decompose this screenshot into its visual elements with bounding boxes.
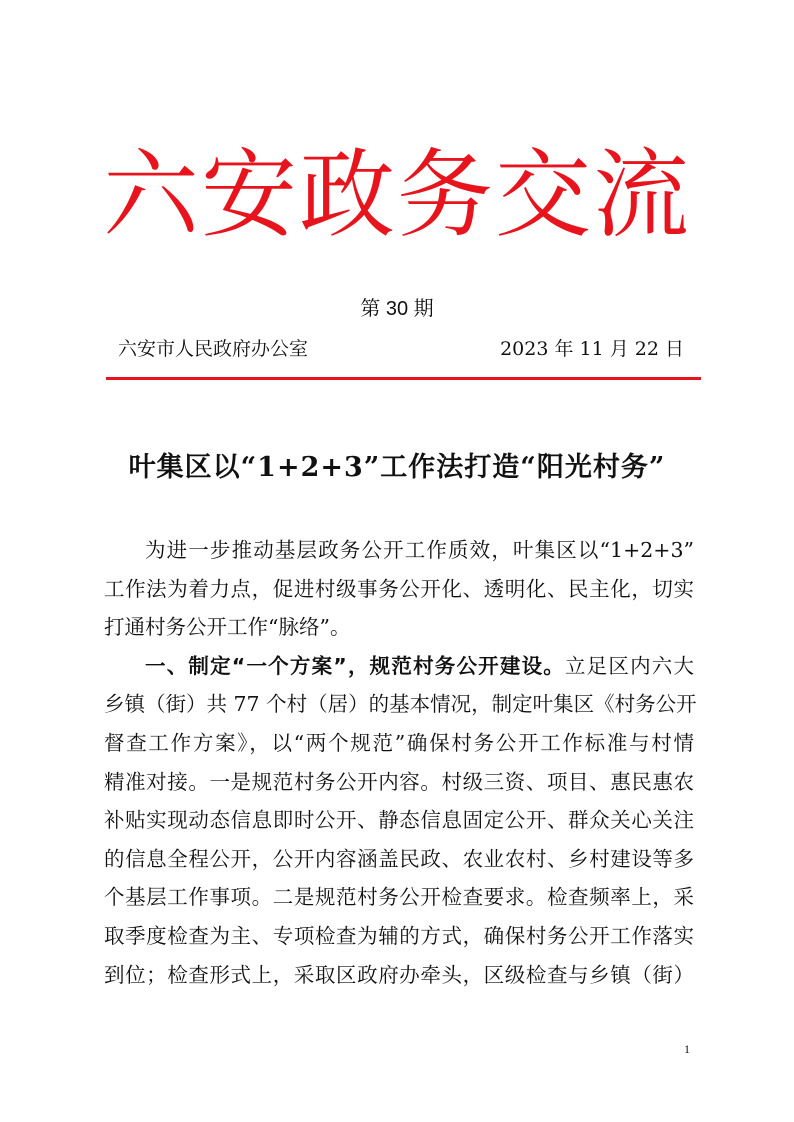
body-line xyxy=(104,763,694,802)
issue-date: 2023 年 11 月 22 日 xyxy=(500,338,684,360)
body-line xyxy=(104,647,694,686)
body-line-text: 到位；检查形式上，采取区政府办牵头，区级检查与乡镇（街） xyxy=(104,962,694,987)
body-line xyxy=(104,570,694,609)
body-line xyxy=(104,917,694,956)
body-line xyxy=(104,531,694,570)
article-headline: 叶集区以“1+2+3”工作法打造“阳光村务” xyxy=(128,452,666,483)
body-line xyxy=(104,956,694,995)
issue-number: 第 30 期 xyxy=(360,298,434,320)
body-line-text: 工作法为着力点，促进村级事务公开化、透明化、民主化，切实 xyxy=(104,576,694,601)
body-line-text: 打通村务公开工作“脉络”。 xyxy=(104,615,351,640)
body-line xyxy=(104,685,697,724)
body-line-text: 为进一步推动基层政务公开工作质效，叶集区以“1+2+3” xyxy=(145,538,694,562)
body-line xyxy=(104,801,694,840)
body-line xyxy=(104,608,694,647)
masthead-divider xyxy=(106,377,701,380)
body-line-text: 取季度检查为主、专项检查为辅的方式，确保村务公开工作落实 xyxy=(104,923,694,948)
issuer-name: 六安市人民政府办公室 xyxy=(118,338,309,360)
body-line xyxy=(104,840,694,879)
body-line xyxy=(104,724,694,763)
body-line-text: 补贴实现动态信息即时公开、静态信息固定公开、群众关心关注 xyxy=(104,808,694,833)
body-line-text: 督查工作方案》，以“两个规范”确保村务公开工作标准与村情 xyxy=(104,730,694,755)
body-line-text: 乡镇（街）共 77 个村（居）的基本情况，制定叶集区《村务公开 xyxy=(104,692,697,717)
body-line xyxy=(104,878,694,917)
body-line-text: 立足区内六大 xyxy=(564,653,694,678)
body-line-text: 的信息全程公开，公开内容涵盖民政、农业农村、乡村建设等多 xyxy=(104,846,694,871)
body-line-text: 精准对接。一是规范村务公开内容。村级三资、项目、惠民惠农 xyxy=(104,769,694,794)
body-line-text: 个基层工作事项。二是规范村务公开检查要求。检查频率上，采 xyxy=(104,885,694,910)
article-body xyxy=(104,531,697,994)
section-heading: 一、制定“一个方案”，规范村务公开建设。 xyxy=(145,653,565,678)
masthead-title: 六安政务交流 xyxy=(103,139,691,251)
page-number: 1 xyxy=(684,1042,690,1056)
